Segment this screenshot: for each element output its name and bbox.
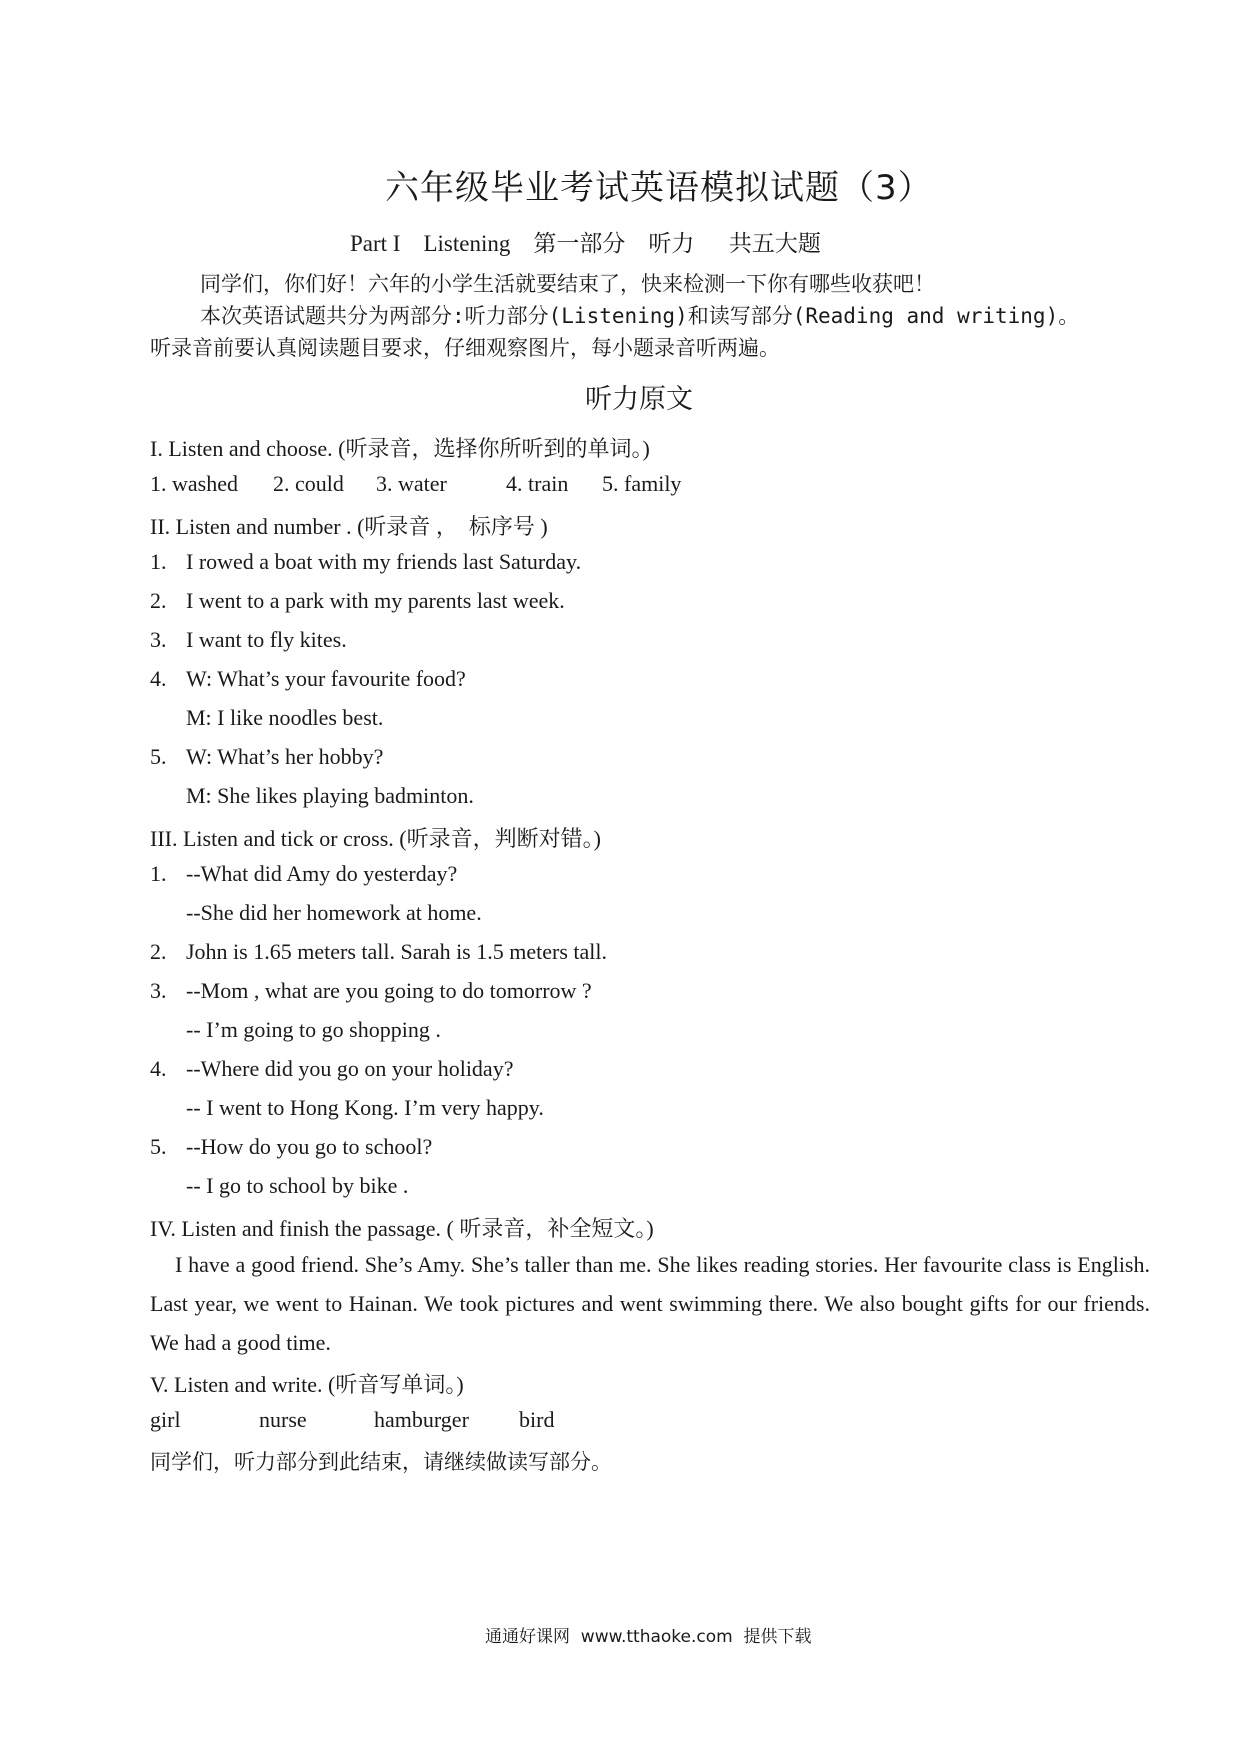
list-item: [150, 627, 347, 653]
word-item: 2. could: [273, 471, 344, 496]
part5-word-list: [150, 1407, 554, 1433]
intro-line-3: 听录音前要认真阅读题目要求，仔细观察图片，每小题录音听两遍。: [150, 336, 780, 360]
list-item: [150, 1134, 432, 1160]
word-item: 1. washed: [150, 471, 238, 496]
item-text: -- I go to school by bike .: [186, 1173, 409, 1198]
list-item: [150, 666, 466, 692]
item-number: 5.: [150, 744, 167, 769]
item-number: 2.: [150, 939, 167, 964]
part3-heading: III. Listen and tick or cross. (听录音，判断对错。): [150, 826, 601, 851]
item-text: I rowed a boat with my friends last Saturday.: [186, 549, 582, 574]
part5-heading: V. Listen and write. (听音写单词。): [150, 1372, 464, 1397]
part1-heading: I. Listen and choose. (听录音，选择你所听到的单词。): [150, 436, 650, 461]
part1-word-list: [150, 471, 681, 497]
list-item: [150, 861, 457, 887]
list-item: [150, 1095, 544, 1121]
item-text: --What did Amy do yesterday?: [186, 861, 458, 886]
item-text: -- I’m going to go shopping .: [186, 1017, 441, 1042]
item-text: M: I like noodles best.: [186, 705, 384, 730]
closing-note: 同学们，听力部分到此结束，请继续做读写部分。: [150, 1450, 612, 1474]
item-text: John is 1.65 meters tall. Sarah is 1.5 meters tall.: [186, 939, 607, 964]
word-item: girl: [150, 1407, 181, 1432]
item-text: --She did her homework at home.: [186, 900, 482, 925]
footer-credit: 通通好课网 www.tthaoke.com 提供下载: [485, 1627, 812, 1647]
word-item: bird: [519, 1407, 555, 1432]
part2-heading: II. Listen and number . (听录音 ， 标序号 ): [150, 514, 548, 539]
list-item: [150, 939, 607, 965]
item-number: 4.: [150, 1056, 167, 1081]
item-text: W: What’s your favourite food?: [186, 666, 466, 691]
list-item: [150, 978, 592, 1004]
section-title: 听力原文: [585, 384, 693, 415]
page-subtitle: Part I Listening 第一部分 听力 共五大题: [350, 231, 821, 256]
item-number: 1.: [150, 549, 167, 574]
item-number: 3.: [150, 627, 167, 652]
item-text: -- I went to Hong Kong. I’m very happy.: [186, 1095, 544, 1120]
intro-line-1: 同学们，你们好！六年的小学生活就要结束了，快来检测一下你有哪些收获吧！: [200, 272, 935, 296]
list-item: [150, 744, 383, 770]
item-text: M: She likes playing badminton.: [186, 783, 474, 808]
item-number: 5.: [150, 1134, 167, 1159]
item-number: 2.: [150, 588, 167, 613]
item-text: W: What’s her hobby?: [186, 744, 384, 769]
item-text: --Where did you go on your holiday?: [186, 1056, 514, 1081]
item-text: --How do you go to school?: [186, 1134, 433, 1159]
word-item: 5. family: [602, 471, 682, 496]
list-item: [150, 1056, 513, 1082]
item-text: I went to a park with my parents last week.: [186, 588, 565, 613]
word-item: 3. water: [376, 471, 447, 496]
list-item: [150, 1017, 441, 1043]
intro-line-2: 本次英语试题共分为两部分:听力部分(Listening)和读写部分(Reading and writing)。: [200, 304, 1080, 328]
page-title: 六年级毕业考试英语模拟试题（3）: [385, 168, 933, 208]
list-item: [150, 705, 383, 731]
word-item: nurse: [259, 1407, 307, 1432]
item-number: 3.: [150, 978, 167, 1003]
item-text: I want to fly kites.: [186, 627, 347, 652]
list-item: [150, 900, 482, 926]
word-item: hamburger: [374, 1407, 469, 1432]
item-number: 4.: [150, 666, 167, 691]
part4-heading: IV. Listen and finish the passage. ( 听录音，补全短文。): [150, 1216, 654, 1241]
passage-text: I have a good friend. She’s Amy. She’s taller than me. She likes reading stories. Her favourite class is English. Last year, we went to Hainan. We took pictures and went swimming there. We also bought gifts for our friends. We had a good time.: [150, 1252, 1150, 1355]
item-text: --Mom , what are you going to do tomorrow ?: [186, 978, 592, 1003]
word-item: 4. train: [506, 471, 569, 496]
list-item: [150, 588, 565, 614]
list-item: [150, 549, 581, 575]
list-item: [150, 783, 474, 809]
list-item: [150, 1173, 408, 1199]
item-number: 1.: [150, 861, 167, 886]
